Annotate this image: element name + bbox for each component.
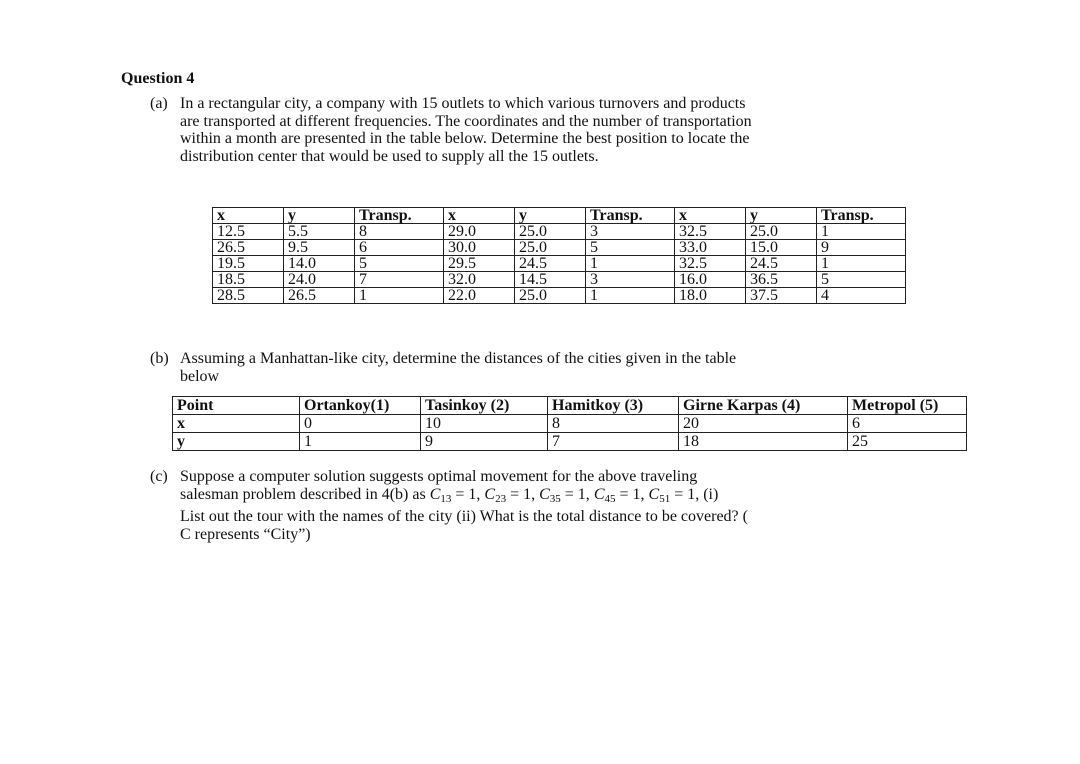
cities-table-header-row — [173, 397, 967, 415]
c23-term-sub: 23 — [495, 492, 507, 505]
table-cell: 3 — [586, 224, 675, 240]
header-cell: y — [746, 208, 817, 224]
table-cell: 5 — [355, 256, 444, 272]
cities-table — [172, 396, 967, 451]
header-cell: y — [515, 208, 586, 224]
table-cell: 15.0 — [746, 240, 817, 256]
c51-term-rest: = 1, — [670, 485, 704, 503]
table-cell: 25.0 — [515, 288, 586, 304]
table-cell: 22.0 — [444, 288, 515, 304]
part-a-line: In a rectangular city, a company with 15 outlets to which various turnovers and products — [180, 95, 746, 112]
table-cell: 26.5 — [213, 240, 284, 256]
table-cell: 18.5 — [213, 272, 284, 288]
table-cell: 24.0 — [284, 272, 355, 288]
header-cell: Girne Karpas (4) — [679, 397, 848, 415]
c35-term-sub: 35 — [549, 492, 561, 505]
c13-term-c: C — [429, 485, 441, 503]
c23-term-rest: = 1, — [506, 485, 540, 503]
table-cell: 5.5 — [284, 224, 355, 240]
c35-term-rest: = 1, — [560, 485, 594, 503]
table-cell: 29.0 — [444, 224, 515, 240]
table-cell: 32.5 — [675, 224, 746, 240]
table-cell: 0 — [300, 415, 421, 433]
part-c-line: C represents “City”) — [180, 525, 311, 543]
part-c-line — [180, 486, 748, 509]
table-cell: 12.5 — [213, 224, 284, 240]
c45-term-rest: = 1, — [615, 485, 649, 503]
header-cell: Hamitkoy (3) — [548, 397, 679, 415]
table-cell: 33.0 — [675, 240, 746, 256]
table-cell: 32.5 — [675, 256, 746, 272]
c45-term-c: C — [593, 485, 605, 503]
table-row — [173, 415, 967, 433]
table-cell: 24.5 — [515, 256, 586, 272]
part-a-line: are transported at different frequencies. The coordinates and the number of transportation — [180, 112, 752, 130]
table-cell: 4 — [817, 288, 906, 304]
part-c-line2-prefix: salesman problem described in 4(b) as — [180, 485, 430, 503]
outlets-table — [212, 207, 906, 304]
table-cell: 18.0 — [675, 288, 746, 304]
table-cell: 1 — [586, 288, 675, 304]
table-cell: 1 — [817, 256, 906, 272]
table-cell: 32.0 — [444, 272, 515, 288]
c13-term-sub: 13 — [440, 492, 452, 505]
c23-term-c: C — [484, 485, 496, 503]
table-cell: 29.5 — [444, 256, 515, 272]
table-cell: 3 — [586, 272, 675, 288]
table-cell: 25 — [848, 433, 967, 451]
table-row — [213, 240, 906, 256]
c51-term-c: C — [648, 485, 660, 503]
table-cell: 28.5 — [213, 288, 284, 304]
table-cell: 6 — [355, 240, 444, 256]
table-cell: 20 — [679, 415, 848, 433]
header-cell: x — [213, 208, 284, 224]
table-cell: 14.5 — [515, 272, 586, 288]
header-cell: x — [675, 208, 746, 224]
part-c-line2-suffix: (i) — [703, 485, 719, 503]
table-row — [173, 433, 967, 451]
table-cell: 8 — [548, 415, 679, 433]
table-row — [213, 224, 906, 240]
table-cell: 7 — [548, 433, 679, 451]
table-cell: 18 — [679, 433, 848, 451]
table-cell: 1 — [300, 433, 421, 451]
part-b-line: below — [180, 367, 220, 385]
table-cell: 25.0 — [746, 224, 817, 240]
table-cell: 25.0 — [515, 240, 586, 256]
table-cell: 25.0 — [515, 224, 586, 240]
table-cell: 1 — [817, 224, 906, 240]
table-cell: 9.5 — [284, 240, 355, 256]
part-b-label: (b) — [150, 350, 169, 367]
part-a-line: distribution center that would be used to supply all the 15 outlets. — [180, 147, 599, 165]
outlets-table-header-row — [213, 208, 906, 224]
c51-term-sub: 51 — [659, 492, 671, 505]
header-cell: x — [444, 208, 515, 224]
table-cell: 30.0 — [444, 240, 515, 256]
part-c-text — [180, 468, 748, 543]
table-row — [213, 272, 906, 288]
table-cell: 5 — [817, 272, 906, 288]
table-cell: 26.5 — [284, 288, 355, 304]
header-cell: Point — [173, 397, 300, 415]
table-cell: 8 — [355, 224, 444, 240]
header-cell: Transp. — [817, 208, 906, 224]
table-cell: 5 — [586, 240, 675, 256]
header-cell: Ortankoy(1) — [300, 397, 421, 415]
part-b-line: Assuming a Manhattan-like city, determine the distances of the cities given in the table — [180, 350, 737, 367]
table-cell: 1 — [355, 288, 444, 304]
part-b-text — [180, 350, 736, 385]
table-cell: 16.0 — [675, 272, 746, 288]
part-c-line: Suppose a computer solution suggests optimal movement for the above traveling — [180, 468, 698, 485]
table-cell: x — [173, 415, 300, 433]
table-cell: 37.5 — [746, 288, 817, 304]
question-title: Question 4 — [121, 70, 195, 87]
header-cell: Metropol (5) — [848, 397, 967, 415]
table-cell: 7 — [355, 272, 444, 288]
part-a-text — [180, 95, 752, 165]
header-cell: y — [284, 208, 355, 224]
table-row — [213, 288, 906, 304]
table-cell: 1 — [586, 256, 675, 272]
table-cell: 10 — [421, 415, 548, 433]
table-row — [213, 256, 906, 272]
table-cell: y — [173, 433, 300, 451]
table-cell: 9 — [421, 433, 548, 451]
header-cell: Transp. — [355, 208, 444, 224]
header-cell: Transp. — [586, 208, 675, 224]
part-c-line: List out the tour with the names of the city (ii) What is the total distance to be covered? ( — [180, 508, 748, 525]
part-c-label: (c) — [150, 468, 168, 485]
c13-term-rest: = 1, — [451, 485, 485, 503]
table-cell: 6 — [848, 415, 967, 433]
part-a-line: within a month are presented in the table below. Determine the best position to locate the — [180, 130, 750, 147]
header-cell: Tasinkoy (2) — [421, 397, 548, 415]
c35-term-c: C — [539, 485, 550, 503]
table-cell: 14.0 — [284, 256, 355, 272]
table-cell: 36.5 — [746, 272, 817, 288]
c45-term-sub: 45 — [604, 492, 616, 505]
table-cell: 9 — [817, 240, 906, 256]
table-cell: 19.5 — [213, 256, 284, 272]
part-a-label: (a) — [150, 95, 168, 112]
table-cell: 24.5 — [746, 256, 817, 272]
